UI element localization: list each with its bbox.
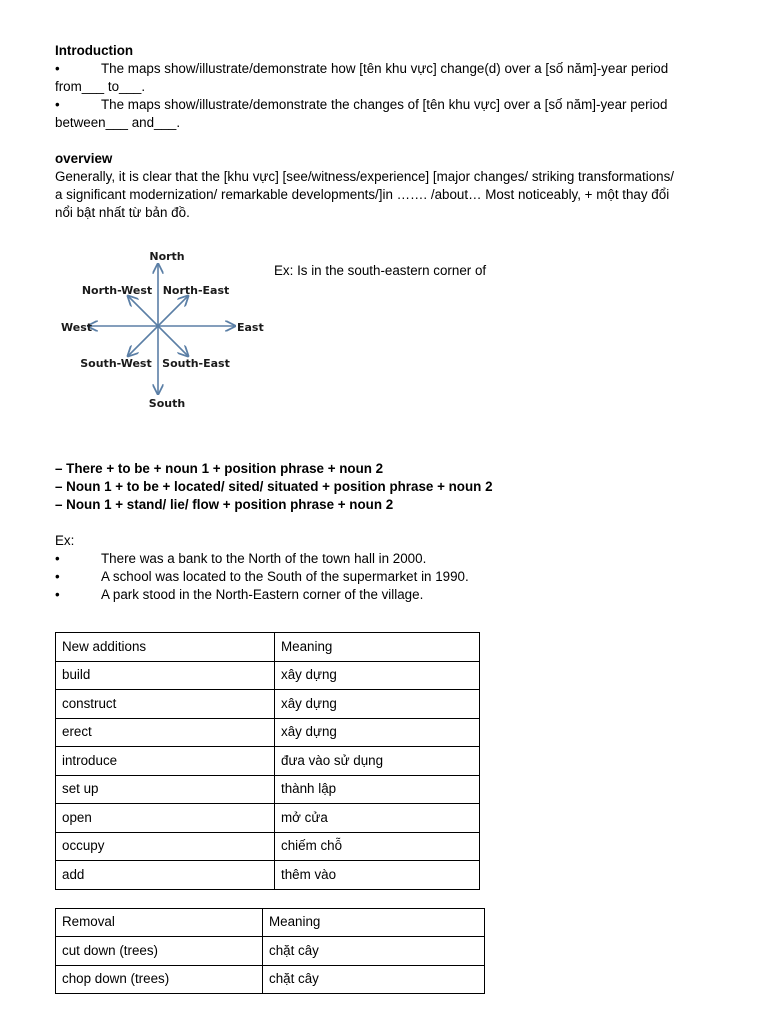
intro-bullet-text: The maps show/illustrate/demonstrate the changes of [tên khu vực] over a [số năm]-year period bbox=[101, 97, 668, 112]
overview-line: Generally, it is clear that the [khu vực] [see/witness/experience] [major changes/ striking transformations/ bbox=[55, 169, 675, 184]
table-header-cell: Removal bbox=[56, 908, 263, 937]
bullet-marker: • bbox=[55, 61, 60, 76]
label-south: South bbox=[148, 397, 186, 410]
intro-bullet bbox=[55, 60, 715, 78]
arrow-north-west bbox=[128, 296, 158, 326]
example-item bbox=[55, 550, 715, 568]
table-row bbox=[56, 937, 485, 966]
intro-bullet-continuation: between___ and___. bbox=[55, 115, 181, 130]
overview-line: nổi bật nhất từ bản đồ. bbox=[55, 205, 190, 220]
compass-section bbox=[55, 250, 715, 460]
label-west: West bbox=[61, 321, 93, 334]
table-cell: erect bbox=[56, 718, 275, 747]
bullet-marker: • bbox=[55, 551, 60, 566]
bullet-marker: • bbox=[55, 97, 60, 112]
table-cell: thêm vào bbox=[275, 861, 480, 890]
formula-section bbox=[55, 460, 715, 514]
label-north: North bbox=[149, 250, 185, 263]
example-item bbox=[55, 568, 715, 586]
bullet-marker: • bbox=[55, 569, 60, 584]
example-text: There was a bank to the North of the town hall in 2000. bbox=[101, 551, 427, 566]
introduction-heading: Introduction bbox=[55, 43, 134, 58]
table-header-cell: Meaning bbox=[275, 633, 480, 662]
table-header-cell: New additions bbox=[56, 633, 275, 662]
intro-bullet-text: The maps show/illustrate/demonstrate how [tên khu vực] change(d) over a [số năm]-year period bbox=[101, 61, 669, 76]
table-cell: build bbox=[56, 661, 275, 690]
table-row bbox=[56, 661, 480, 690]
table-cell: thành lập bbox=[275, 775, 480, 804]
example-item bbox=[55, 586, 715, 604]
overview-section bbox=[55, 150, 715, 222]
table-row bbox=[56, 775, 480, 804]
arrow-south-west bbox=[128, 326, 158, 356]
table-cell: add bbox=[56, 861, 275, 890]
table-cell: introduce bbox=[56, 747, 275, 776]
table-row bbox=[56, 861, 480, 890]
arrow-north-east bbox=[158, 296, 188, 326]
examples-label: Ex: bbox=[55, 533, 75, 548]
label-south-west: South-West bbox=[80, 357, 152, 370]
table-row bbox=[56, 747, 480, 776]
table-cell: set up bbox=[56, 775, 275, 804]
overview-heading: overview bbox=[55, 151, 113, 166]
new-additions-table bbox=[55, 632, 480, 890]
table-row bbox=[56, 965, 485, 994]
overview-line: a significant modernization/ remarkable developments/]in ……. /about… Most noticeably, + một thay đổi bbox=[55, 187, 670, 202]
table-cell: construct bbox=[56, 690, 275, 719]
table-header-cell: Meaning bbox=[263, 908, 485, 937]
introduction-section bbox=[55, 42, 715, 132]
arrow-south-east bbox=[158, 326, 188, 356]
removal-table bbox=[55, 908, 485, 995]
structure-formula: – There + to be + noun 1 + position phrase + noun 2 bbox=[55, 461, 384, 476]
table-header-row bbox=[56, 908, 485, 937]
table-cell: mở cửa bbox=[275, 804, 480, 833]
examples-section bbox=[55, 532, 715, 604]
table-cell: xây dựng bbox=[275, 690, 480, 719]
document-page bbox=[55, 42, 715, 994]
table-cell: chiếm chỗ bbox=[275, 832, 480, 861]
table-cell: occupy bbox=[56, 832, 275, 861]
table-cell: xây dựng bbox=[275, 718, 480, 747]
bullet-marker: • bbox=[55, 587, 60, 602]
intro-bullet bbox=[55, 96, 715, 114]
table-cell: chặt cây bbox=[263, 937, 485, 966]
intro-bullet-continuation: from___ to___. bbox=[55, 79, 146, 94]
example-text: A park stood in the North-Eastern corner of the village. bbox=[101, 587, 424, 602]
table-cell: open bbox=[56, 804, 275, 833]
table-row bbox=[56, 804, 480, 833]
table-header-row bbox=[56, 633, 480, 662]
table-cell: xây dựng bbox=[275, 661, 480, 690]
example-text: A school was located to the South of the supermarket in 1990. bbox=[101, 569, 469, 584]
label-north-west: North-West bbox=[81, 284, 153, 297]
compass-example: Ex: Is in the south-eastern corner of bbox=[274, 263, 487, 278]
table-row bbox=[56, 690, 480, 719]
table-cell: chop down (trees) bbox=[56, 965, 263, 994]
structure-formula: – Noun 1 + stand/ lie/ flow + position phrase + noun 2 bbox=[55, 497, 394, 512]
label-south-east: South-East bbox=[162, 357, 230, 370]
label-north-east: North-East bbox=[162, 284, 230, 297]
table-cell: cut down (trees) bbox=[56, 937, 263, 966]
label-east: East bbox=[237, 321, 264, 334]
table-row bbox=[56, 718, 480, 747]
structure-formula: – Noun 1 + to be + located/ sited/ situated + position phrase + noun 2 bbox=[55, 479, 493, 494]
compass-rose-diagram bbox=[55, 250, 265, 422]
table-cell: chặt cây bbox=[263, 965, 485, 994]
table-cell: đưa vào sử dụng bbox=[275, 747, 480, 776]
table-row bbox=[56, 832, 480, 861]
